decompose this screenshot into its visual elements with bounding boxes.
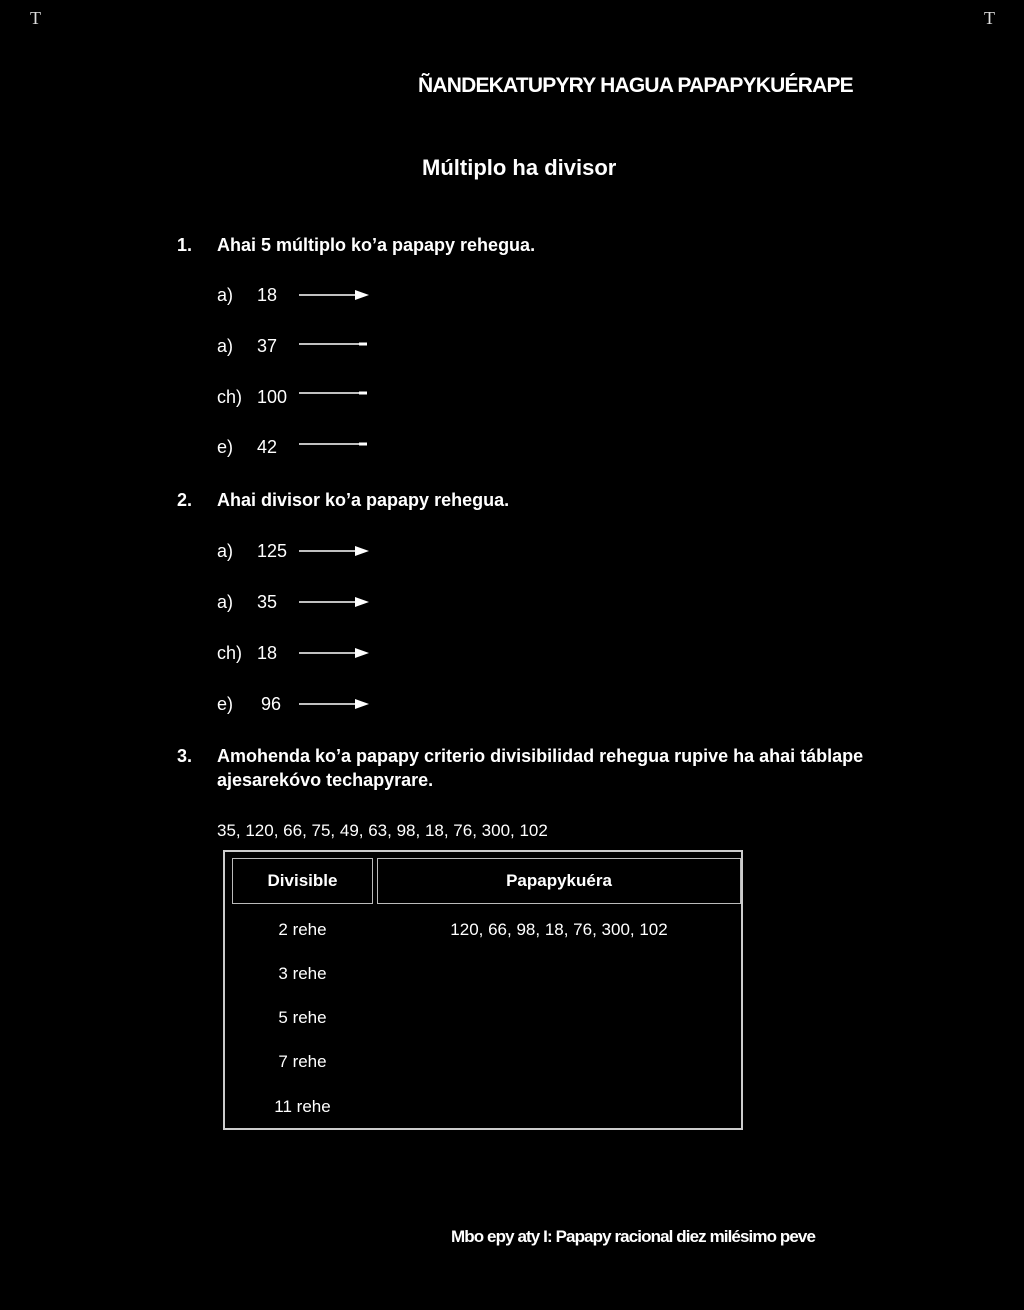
question-number: 2.	[177, 490, 193, 510]
table-header-numbers: Papapykuéra	[377, 858, 741, 904]
item-letter: a)	[217, 541, 234, 561]
table-header-divisible: Divisible	[232, 858, 373, 904]
section-title: Múltiplo ha divisor	[422, 155, 617, 180]
item-letter: e)	[217, 694, 234, 714]
line-icon	[299, 439, 371, 455]
table-cell-divisor: 2 rehe	[278, 920, 327, 939]
table-cell-numbers: 120, 66, 98, 18, 76, 300, 102	[450, 920, 668, 939]
number-list: 35, 120, 66, 75, 49, 63, 98, 18, 76, 300, 102	[217, 821, 548, 840]
item-value: 18	[257, 643, 278, 663]
question-text: Ahai 5 múltiplo ko’a papapy rehegua.	[217, 235, 536, 255]
table-cell-divisor: 5 rehe	[278, 1008, 327, 1027]
item-value: 125	[257, 541, 288, 561]
item-value: 37	[257, 336, 278, 356]
arrow-right-icon	[299, 645, 371, 661]
question-1	[177, 233, 535, 257]
question-number: 3.	[177, 746, 193, 766]
arrow-right-icon	[299, 287, 371, 303]
divisibility-table	[223, 850, 743, 1130]
page-header-title: ÑANDEKATUPYRY HAGUA PAPAPYKUÉRAPE	[418, 74, 853, 97]
item-letter: ch)	[217, 387, 243, 407]
table-row	[225, 1051, 741, 1073]
table-row	[225, 963, 741, 985]
table-cell-divisor: 11 rehe	[274, 1097, 331, 1116]
item-value: 35	[257, 592, 278, 612]
item-value: 100	[257, 387, 288, 407]
page-footer: Mbo epy aty I: Papapy racional diez milésimo peve	[451, 1227, 816, 1246]
item-value: 96	[261, 694, 282, 714]
item-value: 18	[257, 285, 278, 305]
item-value: 42	[257, 437, 278, 457]
item-letter: a)	[217, 285, 234, 305]
question-3	[177, 744, 867, 790]
question-2	[177, 488, 509, 512]
table-row	[225, 1096, 741, 1118]
arrow-right-icon	[299, 696, 371, 712]
corner-mark-right: T	[984, 8, 995, 28]
item-letter: ch)	[217, 643, 243, 663]
arrow-right-icon	[299, 543, 371, 559]
line-icon	[299, 389, 371, 405]
line-icon	[299, 338, 371, 354]
item-letter: e)	[217, 437, 234, 457]
item-letter: a)	[217, 336, 234, 356]
item-letter: a)	[217, 592, 234, 612]
arrow-right-icon	[299, 594, 371, 610]
question-number: 1.	[177, 235, 193, 255]
question-text: Ahai divisor ko’a papapy rehegua.	[217, 490, 510, 510]
question-text: Amohenda ko’a papapy criterio divisibilidad rehegua rupive ha ahai táblape ajesarekóvo techapyrare.	[217, 746, 864, 790]
corner-mark-left: T	[30, 8, 41, 28]
table-cell-divisor: 7 rehe	[278, 1052, 327, 1071]
table-row	[225, 919, 741, 941]
table-row	[225, 1007, 741, 1029]
table-cell-divisor: 3 rehe	[278, 964, 327, 983]
